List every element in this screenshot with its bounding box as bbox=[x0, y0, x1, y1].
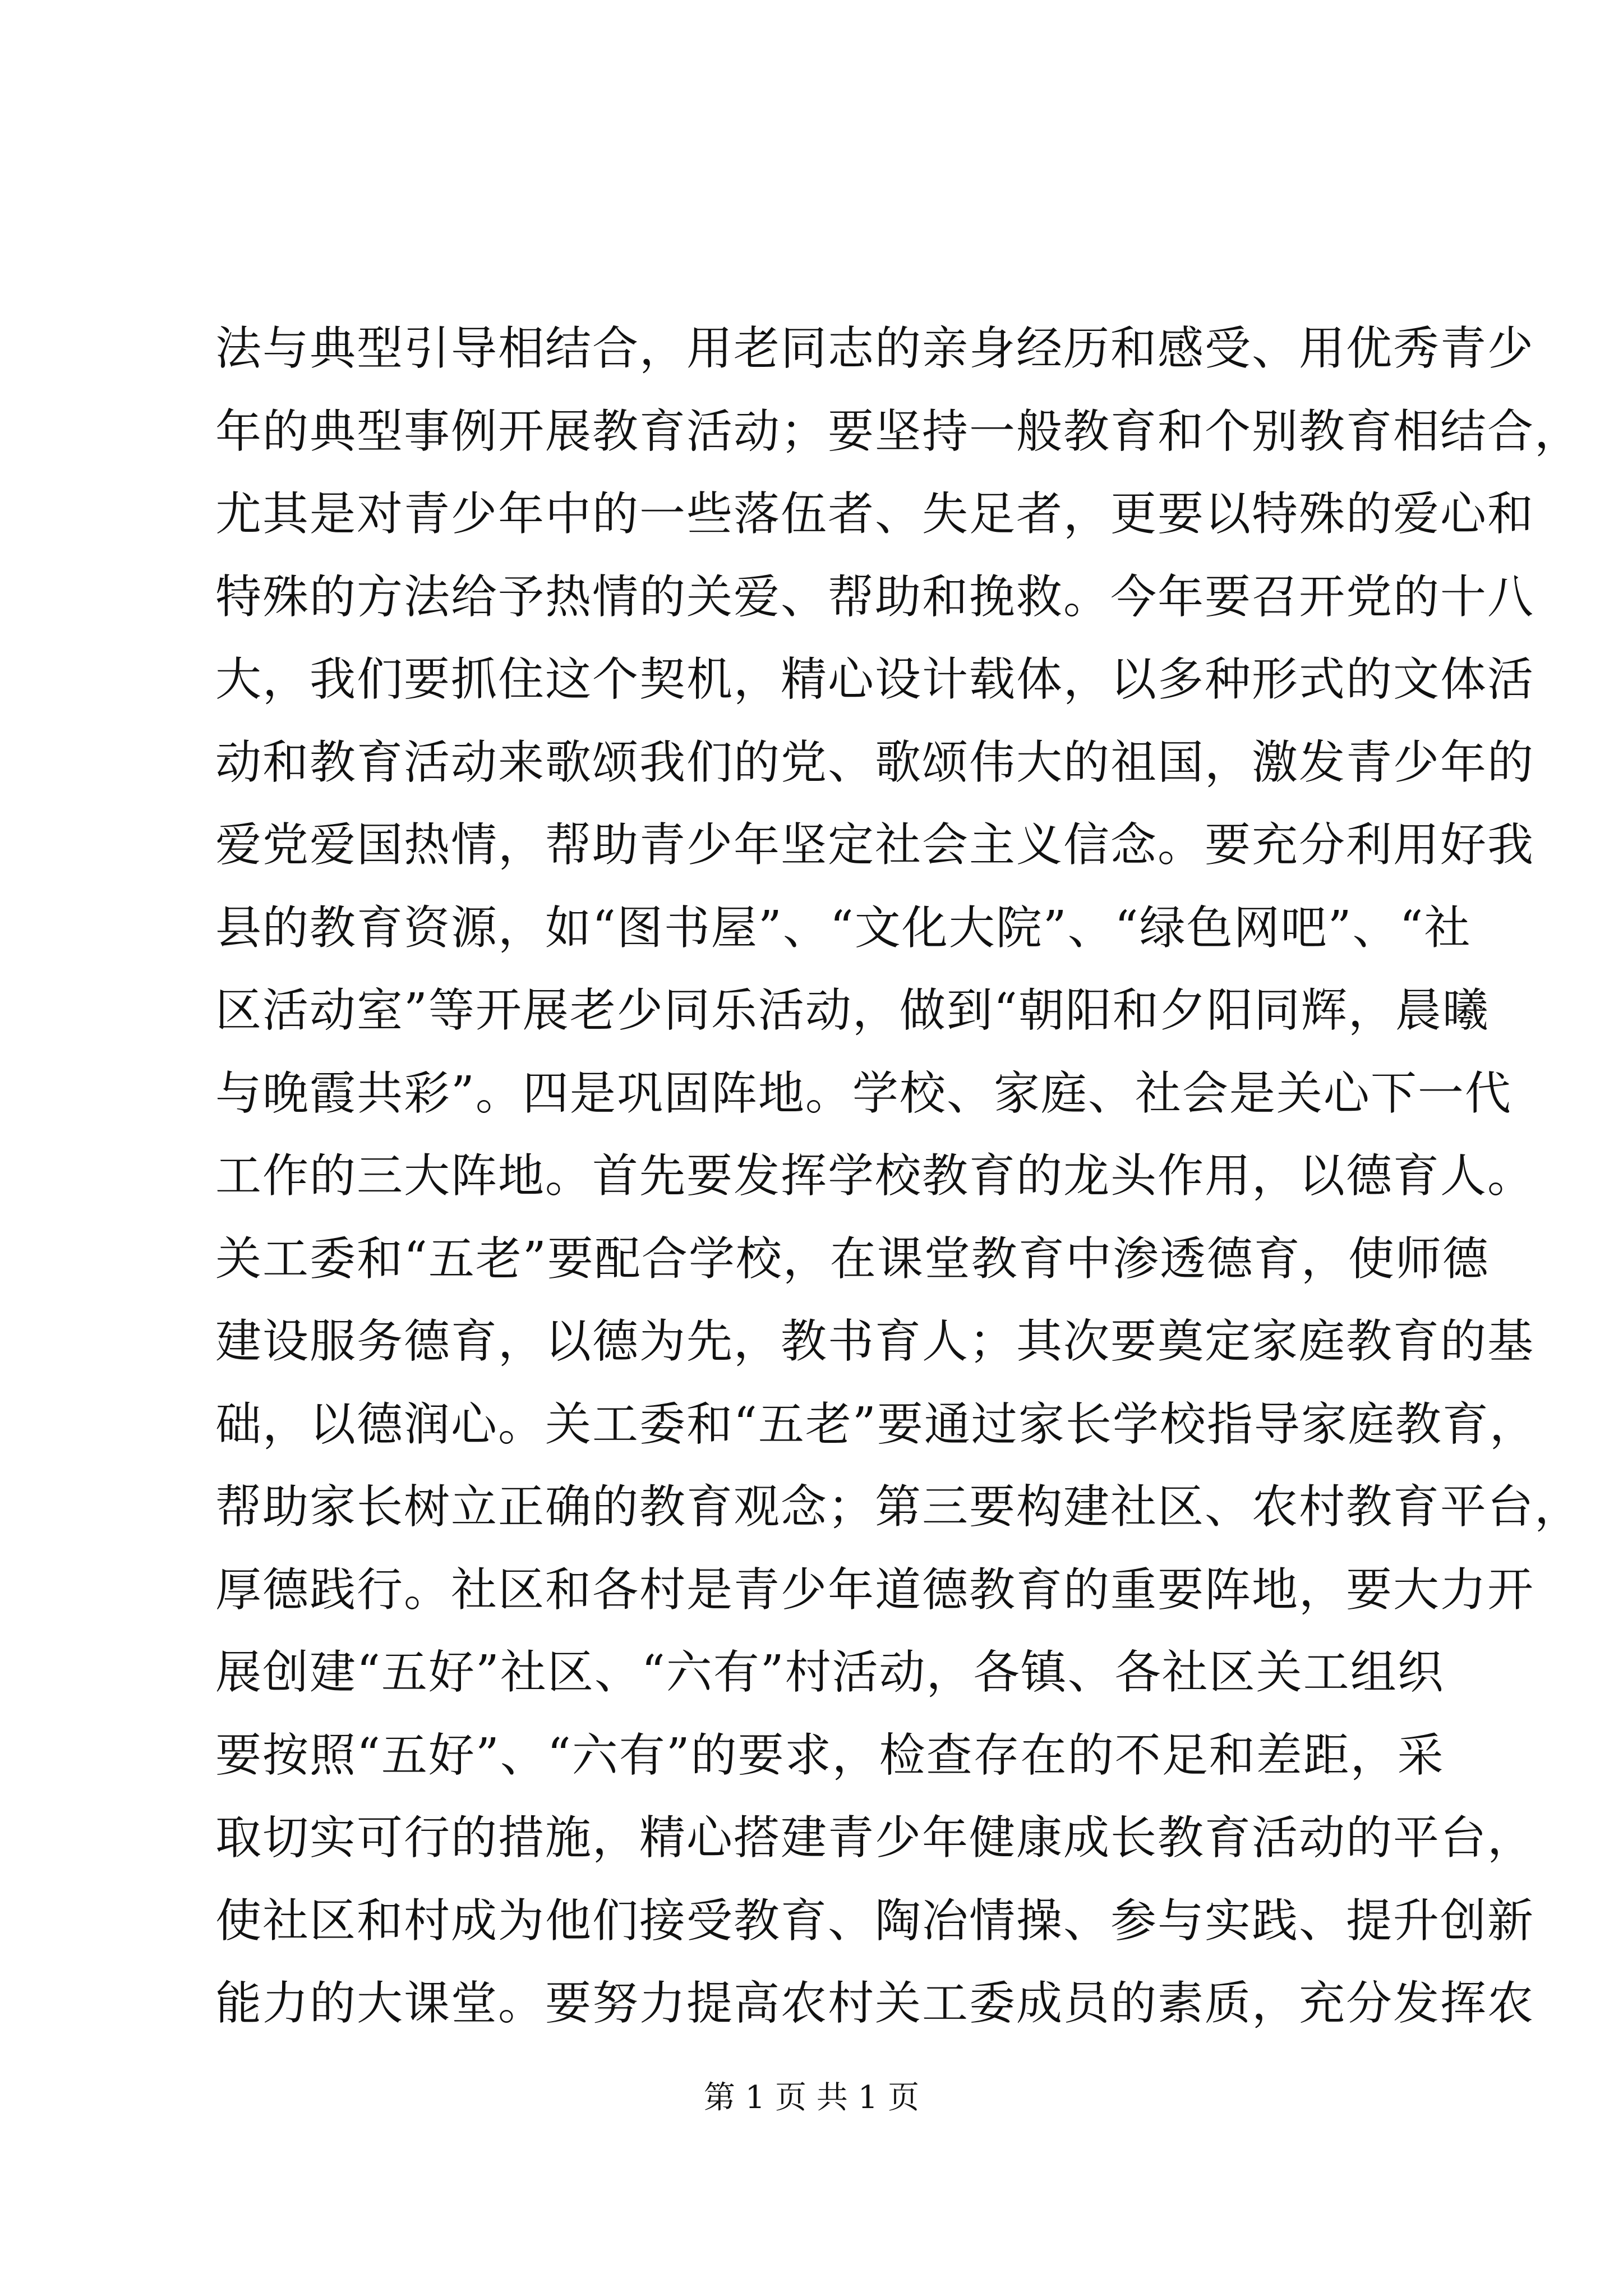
page-footer bbox=[0, 2076, 1623, 2120]
text-line: 能力的大课堂。要努力提高农村关工委成员的素质，充分发挥农 bbox=[215, 1977, 1535, 2030]
text-line: 特殊的方法给予热情的关爱、帮助和挽救。今年要召开党的十八 bbox=[215, 570, 1535, 624]
text-line: 年的典型事例开展教育活动；要坚持一般教育和个别教育相结合， bbox=[215, 404, 1582, 458]
text-line: 建设服务德育，以德为先，教书育人；其次要奠定家庭教育的基 bbox=[215, 1315, 1535, 1368]
text-line: 爱党爱国热情，帮助青少年坚定社会主义信念。要充分利用好我 bbox=[215, 818, 1535, 872]
text-line: 要按照“五好”、“六有”的要求，检查存在的不足和差距，采 bbox=[215, 1728, 1445, 1782]
text-line: 础，以德润心。关工委和“五老”要通过家长学校指导家庭教育， bbox=[215, 1397, 1537, 1451]
text-line: 帮助家长树立正确的教育观念；第三要构建社区、农村教育平台， bbox=[215, 1480, 1582, 1534]
text-line: 取切实可行的措施，精心搭建青少年健康成长教育活动的平台， bbox=[215, 1811, 1535, 1865]
text-line: 区活动室”等开展老少同乐活动，做到“朝阳和夕阳同辉，晨曦 bbox=[215, 984, 1490, 1037]
text-line: 大，我们要抓住这个契机，精心设计载体，以多种形式的文体活 bbox=[215, 653, 1535, 706]
text-line: 使社区和村成为他们接受教育、陶冶情操、参与实践、提升创新 bbox=[215, 1894, 1535, 1948]
page-number: 第 1 页 共 1 页 bbox=[703, 2079, 920, 2116]
text-line: 县的教育资源，如“图书屋”、“文化大院”、“绿色网吧”、“社 bbox=[215, 901, 1472, 955]
text-line: 展创建“五好”社区、“六有”村活动，各镇、各社区关工组织 bbox=[215, 1646, 1445, 1699]
text-line: 关工委和“五老”要配合学校，在课堂教育中渗透德育，使师德 bbox=[215, 1232, 1490, 1286]
text-line: 动和教育活动来歌颂我们的党、歌颂伟大的祖国，激发青少年的 bbox=[215, 735, 1535, 789]
text-line: 尤其是对青少年中的一些落伍者、失足者，更要以特殊的爱心和 bbox=[215, 487, 1535, 541]
text-line: 与晚霞共彩”。四是巩固阵地。学校、家庭、社会是关心下一代 bbox=[215, 1066, 1512, 1120]
text-line: 工作的三大阵地。首先要发挥学校教育的龙头作用，以德育人。 bbox=[215, 1149, 1535, 1203]
text-line: 厚德践行。社区和各村是青少年道德教育的重要阵地，要大力开 bbox=[215, 1563, 1535, 1617]
text-line: 法与典型引导相结合，用老同志的亲身经历和感受、用优秀青少 bbox=[215, 322, 1535, 375]
body-text bbox=[215, 307, 1582, 2045]
